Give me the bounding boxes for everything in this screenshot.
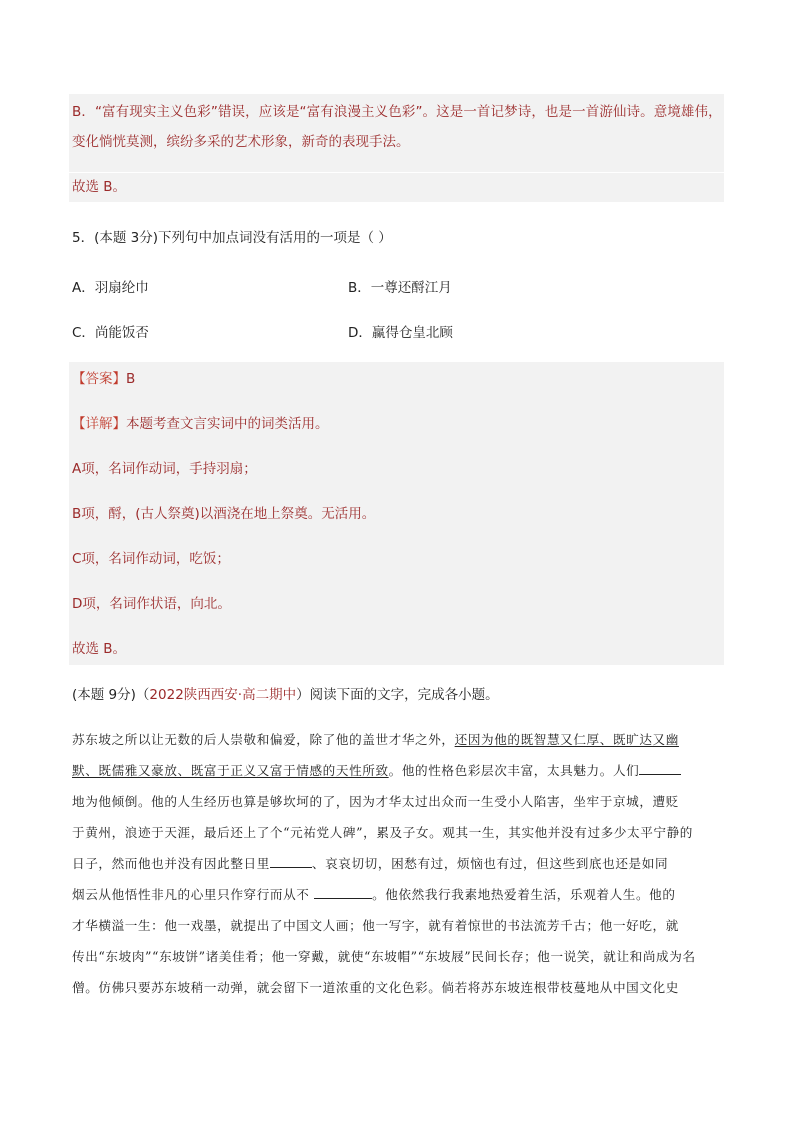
q5-detail xyxy=(72,415,329,433)
passage-line: 传出“东坡肉”“东坡饼”诸美佳肴；他一穿戴，就使“东坡帽”“东坡屐”民间长存；他一说笑，就让和尚成为名 xyxy=(72,949,696,964)
underlined-text: 默、既儒雅又豪放、既富于正义又富于情感的天性所致 xyxy=(72,763,389,778)
passage-line: 地为他倾倒。他的人生经历也算是够坎坷的了，因为才华太过出众而一生受小人陷害，坐牢于京城，遭贬 xyxy=(72,794,679,809)
q6-stem-prefix: (本题 9分)（ xyxy=(72,687,150,703)
q5-item-c: C项，名词作动词，吃饭； xyxy=(72,551,230,567)
passage-line: 于黄州，浪迹于天涯，最后还上了个“元祐党人碑”，累及子女。观其一生，其实他并没有过多少太平宁静的 xyxy=(72,825,693,840)
q5-stem: 5．(本题 3分)下列句中加点词没有活用的一项是（ ） xyxy=(72,230,392,246)
q6-source: 2022陕西西安·高二期中 xyxy=(149,687,297,703)
prev-conclusion-box xyxy=(69,173,724,202)
option-letter: C． xyxy=(72,325,95,341)
prev-explain-line1: B．“富有现实主义色彩”错误，应该是“富有浪漫主义色彩”。这是一首记梦诗，也是一首游仙诗。意境雄伟， xyxy=(72,104,722,120)
option-letter: A． xyxy=(72,280,95,296)
option-letter: B． xyxy=(348,280,371,296)
fill-blank[interactable] xyxy=(270,855,312,868)
passage-line xyxy=(72,730,679,750)
passage-line: 才华横溢一生：他一戏墨，就提出了中国文人画；他一写字，就有着惊世的书法流芳千古；他一好吃，就 xyxy=(72,918,679,933)
q6-stem xyxy=(72,686,499,704)
option-text: 一尊还酹江月 xyxy=(370,280,452,296)
option-text: 羽扇纶巾 xyxy=(94,280,149,296)
option-text: 尚能饭否 xyxy=(94,325,149,341)
option-text: 赢得仓皇北顾 xyxy=(371,325,453,341)
q5-option-d xyxy=(348,324,453,342)
passage-text: 、哀哀切切，困愁有过，烦恼也有过，但这些到底也还是如同 xyxy=(311,856,669,871)
option-letter: D． xyxy=(348,325,372,341)
detail-tag: 【详解】 xyxy=(72,416,126,432)
fill-blank[interactable] xyxy=(314,886,372,899)
answer-tag: 【答案】 xyxy=(72,371,126,387)
passage-text: 。他依然我行我素地热爱着生活，乐观着人生。他的 xyxy=(372,887,676,902)
passage-text: 。他的性格色彩层次丰富，太具魅力。人们 xyxy=(388,763,640,778)
q5-item-a: A项，名词作动词，手持羽扇； xyxy=(72,461,257,477)
q5-option-c xyxy=(72,324,149,342)
passage-line xyxy=(72,761,681,781)
passage-text: 烟云从他悟性非凡的心里只作穿行而从不 xyxy=(72,887,315,902)
passage-line: 僧。仿佛只要苏东坡稍一动弹，就会留下一道浓重的文化色彩。倘若将苏东坡连根带枝蔓地从中国文化史 xyxy=(72,980,679,995)
prev-explain-line2: 变化惝恍莫测，缤纷多采的艺术形象，新奇的表现手法。 xyxy=(72,134,410,150)
q5-item-d: D项，名词作状语，向北。 xyxy=(72,596,231,612)
q5-option-b xyxy=(348,279,452,297)
q5-item-b: B项，酹，(古人祭奠)以酒浇在地上祭奠。无活用。 xyxy=(72,506,376,522)
fill-blank[interactable] xyxy=(639,762,681,775)
reading-passage xyxy=(72,730,722,1010)
passage-text: 苏东坡之所以让无数的后人崇敬和偏爱，除了他的盖世才华之外， xyxy=(72,732,455,747)
q5-option-a xyxy=(72,279,149,297)
q6-stem-suffix: ）阅读下面的文字，完成各小题。 xyxy=(296,687,499,703)
q5-answer xyxy=(72,370,135,388)
underlined-text: 还因为他的既智慧又仁厚、既旷达又幽 xyxy=(454,732,679,747)
detail-text: 本题考查文言实词中的词类活用。 xyxy=(126,416,329,432)
passage-line xyxy=(72,854,668,874)
q5-conclusion: 故选 B。 xyxy=(72,641,127,657)
answer-value: B xyxy=(126,371,136,387)
passage-line xyxy=(72,885,676,905)
passage-text: 日子，然而他也并没有因此整日里 xyxy=(72,856,270,871)
prev-conclusion: 故选 B。 xyxy=(72,179,127,195)
